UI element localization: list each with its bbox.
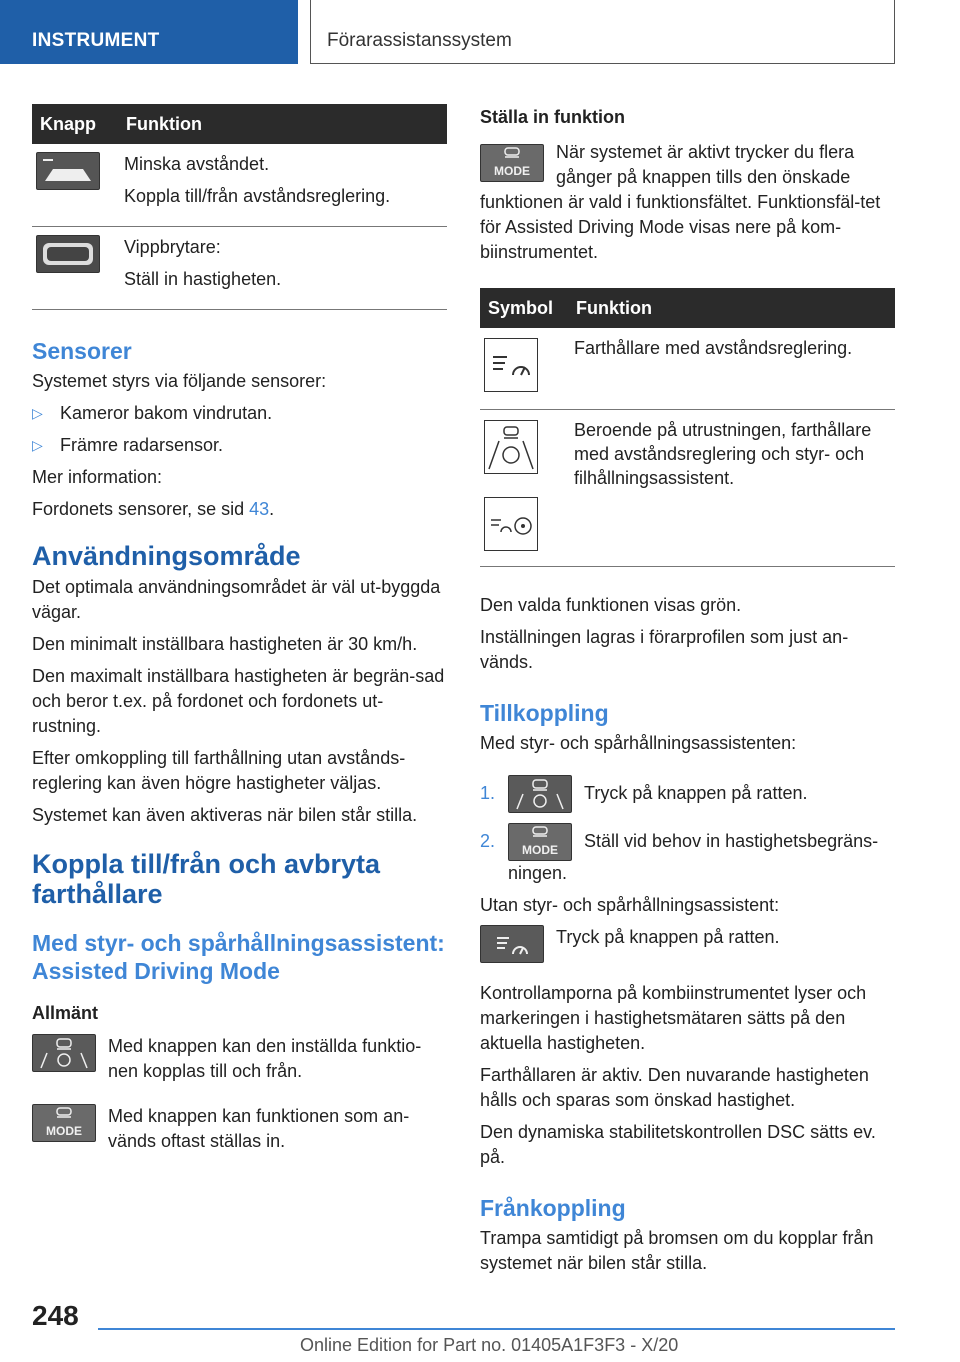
row-text: Vippbrytare:: [124, 237, 221, 257]
toggle-heading: Koppla till/från och avbryta farthållare: [32, 849, 381, 909]
sensors-heading: Sensorer: [32, 338, 132, 364]
list-item: ▷ Kameror bakom vindrutan.: [32, 401, 447, 426]
table-header-button: Knapp: [32, 104, 118, 144]
row-text: Ställ in hastigheten.: [124, 269, 282, 289]
usage-paragraph: Efter omkoppling till farthållning utan avstånds-reglering kan även högre hastigheter väljas.: [32, 748, 406, 793]
edition-text: Online Edition for Part no. 01405A1F3F3 - X/20: [300, 1335, 679, 1355]
list-item: 2. MODE Ställ vid behov in hastighetsbegräns-: [480, 823, 895, 861]
row-text: Koppla till/från avståndsreglering.: [124, 186, 391, 206]
steering-assist-symbol-icon: [484, 420, 538, 474]
after-table-text: Inställningen lagras i förarprofilen som just an-vänds.: [480, 627, 849, 672]
table-row: [480, 328, 895, 410]
item-text: Tryck på knappen på ratten.: [556, 927, 780, 947]
row-text: Farthållare med avståndsreglering.: [568, 328, 895, 410]
sensors-intro: Systemet styrs via följande sensorer:: [32, 371, 327, 391]
chapter-tab: [310, 0, 895, 64]
table-row: [480, 410, 895, 567]
list-item: [32, 1104, 447, 1154]
table-row: [32, 144, 447, 227]
step-text: Ställ vid behov in hastighetsbegräns-: [584, 831, 879, 851]
symbol-function-table: [480, 288, 895, 567]
distance-decrease-button-icon: [36, 152, 100, 190]
row-text: Beroende på utrustningen, farthållare med avståndsreglering och styr- och filhållningsassistent.: [568, 410, 895, 567]
instruction-continuation: funktionen är vald i funktionsfältet. Funktionsfäl-tet för Assisted Driving Mode visas nere på kom-biinstrumentet.: [480, 192, 881, 262]
list-item: ▷ Främre radarsensor.: [32, 433, 447, 458]
table-header-symbol: Symbol: [480, 288, 568, 328]
item-text: Med knappen kan funktionen som an-vänds oftast ställas in.: [108, 1106, 410, 1151]
right-column: [480, 104, 895, 1283]
button-function-table: [32, 104, 447, 310]
cruise-steering-combined-symbol-icon: [484, 497, 538, 551]
row-text: Minska avståndet.: [124, 154, 270, 174]
activation-heading: Tillkoppling: [480, 700, 609, 726]
item-text: Med knappen kan den inställda funktio-nen kopplas till och från.: [108, 1036, 422, 1081]
table-row: [32, 227, 447, 310]
section-title: INSTRUMENT: [32, 30, 160, 51]
after-table-text: Den valda funktionen visas grön.: [480, 595, 742, 615]
triangle-bullet-icon: ▷: [32, 437, 43, 453]
usage-paragraph: Det optimala användningsområdet är väl ut-byggda vägar.: [32, 577, 441, 622]
deactivation-heading: Frånkoppling: [480, 1195, 626, 1221]
activation-intro: Med styr- och spårhållningsassistenten:: [480, 733, 797, 753]
mode-button-icon: MODE: [508, 823, 572, 861]
sensor-reference: Fordonets sensorer, se sid 43.: [32, 499, 275, 519]
mode-instruction: [480, 140, 895, 190]
chapter-title: Förarassistanssystem: [327, 30, 512, 51]
list-item: [32, 1034, 447, 1084]
set-function-heading: Ställa in funktion: [480, 107, 626, 127]
footer-divider: [98, 1328, 895, 1330]
cruise-control-button-icon: [480, 925, 544, 963]
usage-heading: Användningsområde: [32, 541, 301, 571]
usage-paragraph: Den minimalt inställbara hastigheten är 30 km/h.: [32, 634, 418, 654]
table-header-function: Funktion: [568, 288, 895, 328]
usage-paragraph: Systemet kan även aktiveras när bilen står stilla.: [32, 805, 418, 825]
assisted-driving-button-icon: [32, 1034, 96, 1072]
section-tab: [0, 0, 298, 64]
rocker-switch-icon: [36, 235, 100, 273]
assisted-driving-button-icon: [508, 775, 572, 813]
table-header-function: Funktion: [118, 104, 447, 144]
page-link[interactable]: 43: [249, 499, 270, 519]
triangle-bullet-icon: ▷: [32, 405, 43, 421]
instruction-text: När systemet är aktivt trycker du flera gånger på knappen tills den önskade: [556, 142, 855, 187]
mode-button-icon: MODE: [480, 144, 544, 182]
list-item: [480, 925, 895, 963]
deactivation-text: Trampa samtidigt på bromsen om du kopplar från systemet när bilen står stilla.: [480, 1228, 874, 1273]
general-heading: Allmänt: [32, 1003, 99, 1023]
list-item: 1. Tryck på knappen på ratten.: [480, 775, 895, 813]
toggle-subheading: Med styr- och spårhållningsassistent: Assisted Driving Mode: [32, 930, 445, 984]
cruise-control-distance-symbol-icon: [484, 338, 538, 392]
activation-paragraph: Farthållaren är aktiv. Den nuvarande hastigheten hålls och sparas som önskad hastighet.: [480, 1065, 869, 1110]
page-number: 248: [32, 1300, 79, 1331]
step-text: Tryck på knappen på ratten.: [584, 783, 808, 803]
mode-button-icon: MODE: [32, 1104, 96, 1142]
left-column: [32, 104, 447, 1164]
step-text-continuation: ningen.: [508, 863, 568, 883]
without-assistant: Utan styr- och spårhållningsassistent:: [480, 895, 780, 915]
activation-paragraph: Den dynamiska stabilitetskontrollen DSC sätts ev. på.: [480, 1122, 876, 1167]
activation-paragraph: Kontrollamporna på kombiinstrumentet lyser och markeringen i hastighetsmätaren sätts på den aktuella hastigheten.: [480, 983, 867, 1053]
usage-paragraph: Den maximalt inställbara hastigheten är begrän-sad och beror t.ex. på fordonet och fordonets ut-rustning.: [32, 666, 445, 736]
more-info: Mer information:: [32, 467, 163, 487]
